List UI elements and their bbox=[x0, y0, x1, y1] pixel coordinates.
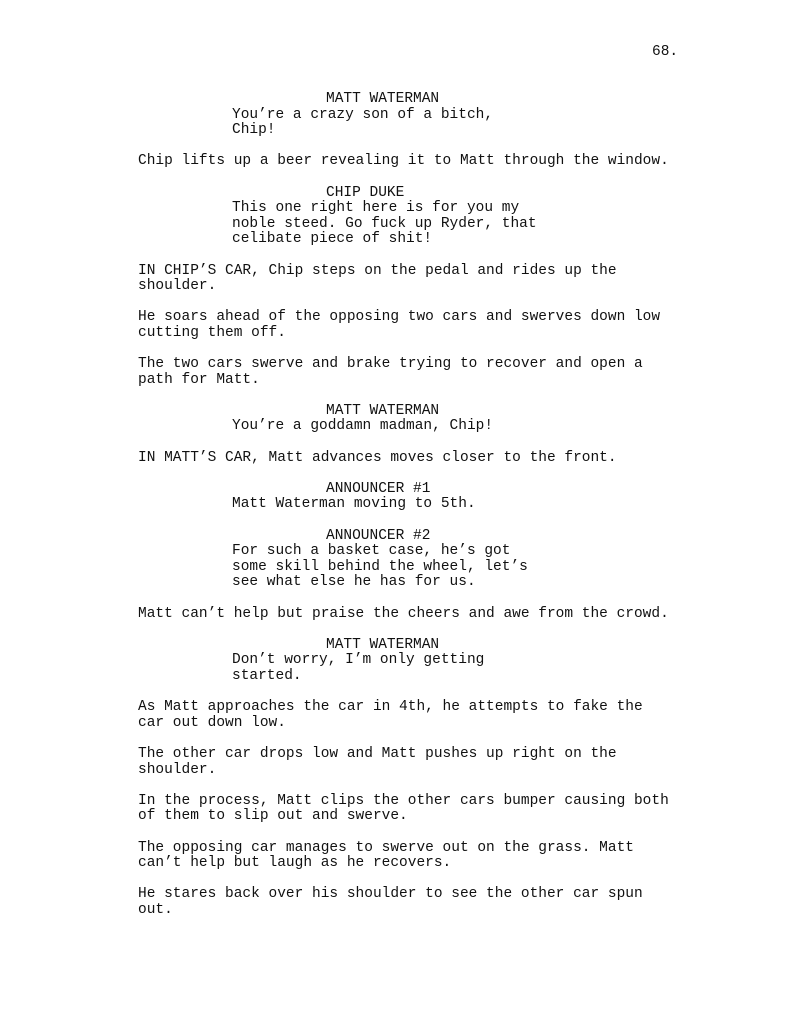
character-name: MATT WATERMAN bbox=[326, 636, 440, 653]
action-line: cutting them off. bbox=[138, 324, 286, 341]
dialogue-line: celibate piece of shit! bbox=[232, 231, 433, 248]
dialogue-block bbox=[138, 186, 718, 248]
action-line: car out down low. bbox=[138, 714, 286, 731]
action-paragraph bbox=[138, 700, 718, 731]
dialogue-line: Chip! bbox=[232, 122, 276, 139]
action-paragraph bbox=[138, 747, 718, 778]
action-line: As Matt approaches the car in 4th, he attempts to fake the bbox=[138, 699, 643, 716]
character-name: MATT WATERMAN bbox=[326, 402, 440, 419]
action-paragraph bbox=[138, 357, 718, 388]
action-paragraph bbox=[138, 264, 718, 295]
action-line: The opposing car manages to swerve out on the grass. Matt bbox=[138, 839, 634, 856]
dialogue-line: started. bbox=[232, 667, 302, 684]
action-line: Matt can’t help but praise the cheers and awe from the crowd. bbox=[138, 605, 669, 622]
action-line: out. bbox=[138, 901, 173, 918]
action-paragraph bbox=[138, 310, 718, 341]
dialogue-line: some skill behind the wheel, let’s bbox=[232, 558, 528, 575]
action-line: In the process, Matt clips the other cars bumper causing both bbox=[138, 792, 669, 809]
dialogue-line: see what else he has for us. bbox=[232, 574, 476, 591]
character-name: ANNOUNCER #2 bbox=[326, 527, 431, 544]
dialogue-line: noble steed. Go fuck up Ryder, that bbox=[232, 215, 537, 232]
action-paragraph bbox=[138, 607, 718, 623]
dialogue-block bbox=[138, 638, 718, 685]
action-line: Chip lifts up a beer revealing it to Matt through the window. bbox=[138, 153, 669, 170]
dialogue-line: You’re a crazy son of a bitch, bbox=[232, 106, 494, 123]
page-number: 68. bbox=[652, 44, 679, 60]
action-line: shoulder. bbox=[138, 761, 217, 778]
dialogue-block bbox=[138, 529, 718, 591]
action-paragraph bbox=[138, 154, 718, 170]
action-line: IN MATT’S CAR, Matt advances moves closer to the front. bbox=[138, 449, 617, 466]
screenplay-content bbox=[138, 92, 718, 934]
dialogue-line: You’re a goddamn madman, Chip! bbox=[232, 418, 494, 435]
action-paragraph bbox=[138, 451, 718, 467]
dialogue-line: This one right here is for you my bbox=[232, 200, 520, 217]
action-line: IN CHIP’S CAR, Chip steps on the pedal and rides up the bbox=[138, 262, 617, 279]
dialogue-line: For such a basket case, he’s got bbox=[232, 543, 511, 560]
dialogue-line: Matt Waterman moving to 5th. bbox=[232, 496, 476, 513]
dialogue-block bbox=[138, 92, 718, 139]
action-line: of them to slip out and swerve. bbox=[138, 808, 408, 825]
action-paragraph bbox=[138, 841, 718, 872]
action-line: The two cars swerve and brake trying to recover and open a bbox=[138, 356, 643, 373]
action-line: He stares back over his shoulder to see the other car spun bbox=[138, 886, 643, 903]
character-name: CHIP DUKE bbox=[326, 184, 405, 201]
action-line: He soars ahead of the opposing two cars and swerves down low bbox=[138, 309, 661, 326]
action-line: The other car drops low and Matt pushes up right on the bbox=[138, 745, 617, 762]
character-name: MATT WATERMAN bbox=[326, 91, 440, 107]
dialogue-block bbox=[138, 482, 718, 513]
action-paragraph bbox=[138, 794, 718, 825]
action-line: can’t help but laugh as he recovers. bbox=[138, 855, 452, 872]
dialogue-line: Don’t worry, I’m only getting bbox=[232, 652, 485, 669]
character-name: ANNOUNCER #1 bbox=[326, 480, 431, 497]
action-paragraph bbox=[138, 887, 718, 918]
action-line: shoulder. bbox=[138, 278, 217, 295]
dialogue-block bbox=[138, 404, 718, 435]
action-line: path for Matt. bbox=[138, 371, 260, 388]
